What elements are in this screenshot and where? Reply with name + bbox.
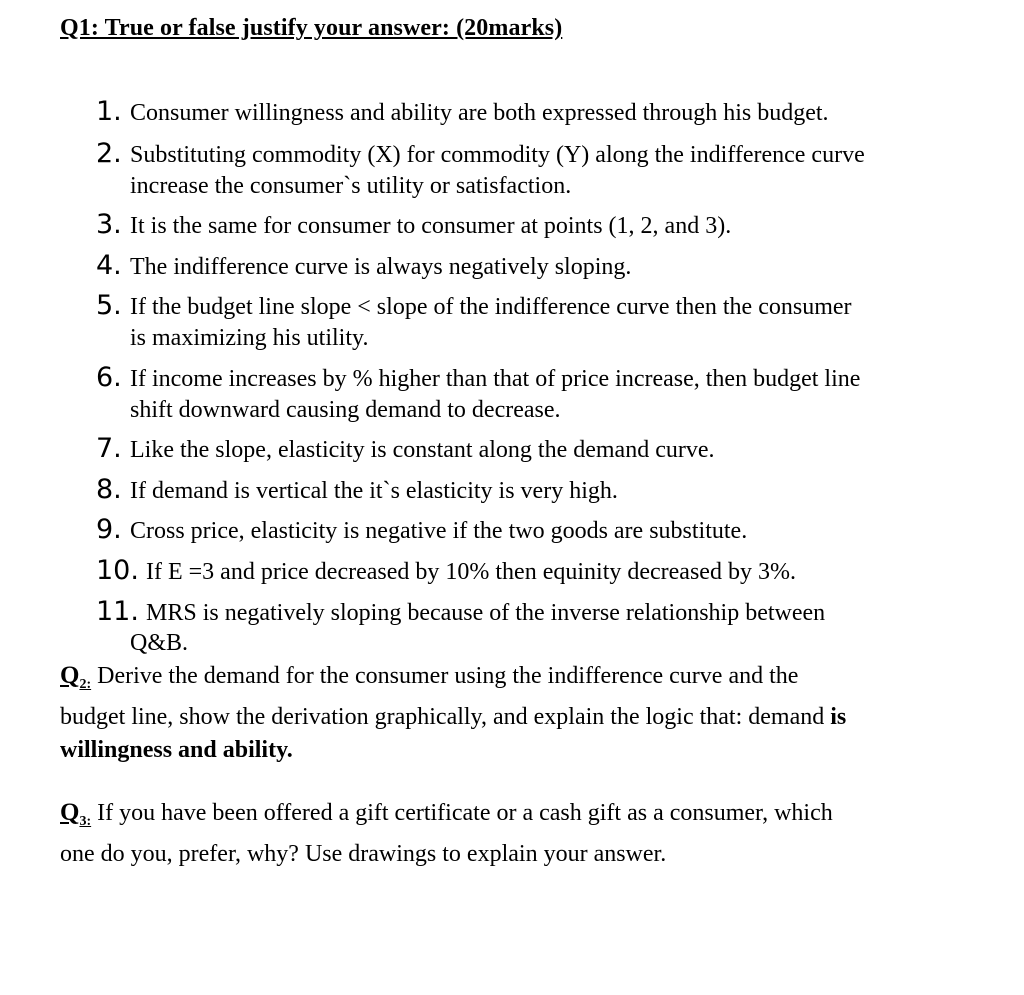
item-number: 5. <box>96 290 122 321</box>
question-2-label: Q <box>60 662 80 689</box>
item-text: Consumer willingness and ability are both expressed through his budget. <box>130 100 829 126</box>
question-2 <box>60 659 980 767</box>
question-2-line-3: willingness and ability. <box>60 737 293 763</box>
item-number: 1. <box>96 96 122 127</box>
question-3 <box>60 796 980 871</box>
item-text-continued: shift downward causing demand to decrease. <box>130 397 561 423</box>
item-number: 8. <box>96 474 122 505</box>
item-number: 6. <box>96 362 122 393</box>
item-number: 9. <box>96 514 122 545</box>
item-text-continued: increase the consumer`s utility or satisfaction. <box>130 173 572 199</box>
item-text: If E =3 and price decreased by 10% then equinity decreased by 3%. <box>146 559 796 585</box>
question-3-line-2: one do you, prefer, why? Use drawings to explain your answer. <box>60 841 667 867</box>
item-text: If the budget line slope < slope of the indifference curve then the consumer <box>130 294 852 320</box>
item-number: 4. <box>96 250 122 281</box>
item-text: MRS is negatively sloping because of the inverse relationship between <box>146 600 826 626</box>
question-3-text: If you have been offered a gift certificate or a cash gift as a consumer, which <box>91 800 833 826</box>
item-number: 7. <box>96 433 122 464</box>
item-text: Substituting commodity (X) for commodity (Y) along the indifference curve <box>130 142 865 168</box>
question-2-number: 2: <box>79 677 92 692</box>
question-3-line-1 <box>60 796 980 838</box>
item-text: Like the slope, elasticity is constant along the demand curve. <box>130 437 715 463</box>
item-number: 10. <box>96 555 139 586</box>
question-2-text-continued: budget line, show the derivation graphically, and explain the logic that: demand <box>60 704 831 730</box>
question-2-text: Derive the demand for the consumer using the indifference curve and the <box>91 663 799 689</box>
question-2-emphasis: is <box>830 704 847 730</box>
item-number: 11. <box>96 596 139 627</box>
question-3-number: 3: <box>79 814 92 829</box>
question-1-title: Q1: True or false justify your answer: (20marks) <box>60 15 563 41</box>
question-2-line-2 <box>60 701 980 734</box>
question-3-label: Q <box>60 799 80 826</box>
item-number: 3. <box>96 209 122 240</box>
item-text: If income increases by % higher than that of price increase, then budget line <box>130 366 861 392</box>
item-text-continued: is maximizing his utility. <box>130 325 369 351</box>
item-text: Cross price, elasticity is negative if the two goods are substitute. <box>130 518 748 544</box>
question-2-line-1 <box>60 659 980 701</box>
item-number: 2. <box>96 138 122 169</box>
item-text: If demand is vertical the it`s elasticity is very high. <box>130 478 618 504</box>
item-text-continued: Q&B. <box>130 630 189 656</box>
item-text: The indifference curve is always negatively sloping. <box>130 254 632 280</box>
item-text: It is the same for consumer to consumer at points (1, 2, and 3). <box>130 213 732 239</box>
